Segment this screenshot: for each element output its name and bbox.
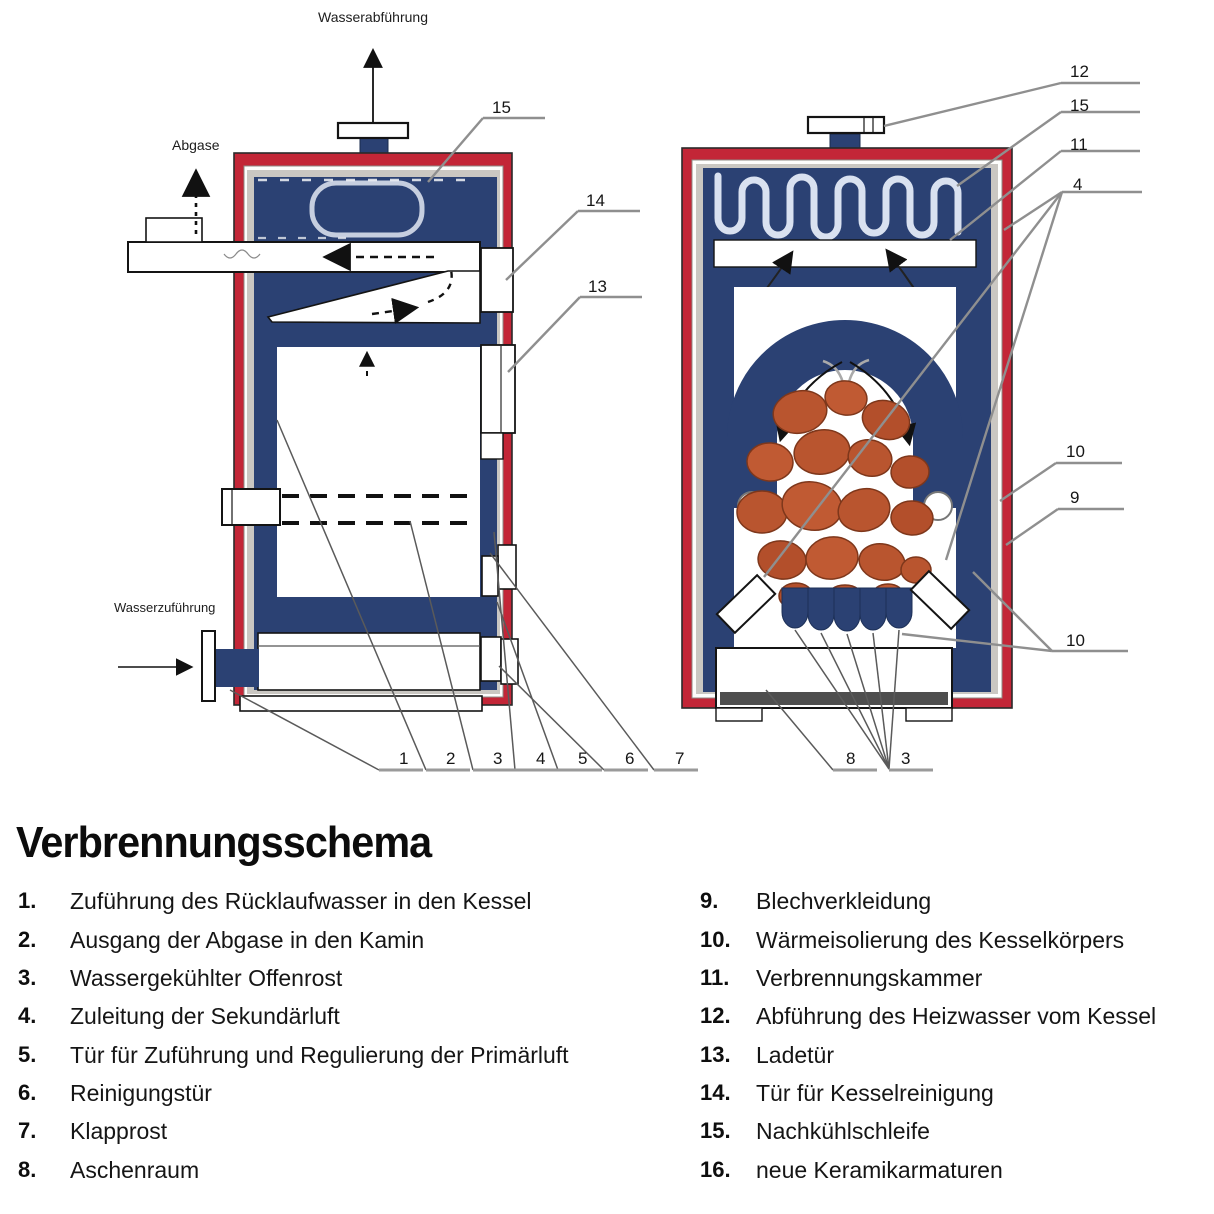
legend-text: Ladetür [756, 1042, 835, 1068]
legend-num: 9. [700, 888, 719, 913]
legend-text: Wärmeisolierung des Kesselkörpers [756, 927, 1125, 953]
legend-text: Blechverkleidung [756, 888, 932, 914]
legend-text: Reinigungstür [70, 1080, 212, 1106]
legend-num: 5. [18, 1042, 37, 1067]
legend-text: Ausgang der Abgase in den Kamin [70, 927, 425, 953]
legend-num: 15. [700, 1118, 731, 1143]
callout-5: 5 [578, 749, 588, 768]
callout-6: 6 [625, 749, 635, 768]
callout-13-left: 13 [588, 277, 607, 296]
scallop [860, 588, 886, 630]
legend-num: 14. [700, 1080, 731, 1105]
legend-num: 12. [700, 1003, 731, 1028]
legend-num: 2. [18, 927, 37, 952]
inlet-flange [202, 631, 215, 701]
legend-text: Klapprost [70, 1118, 168, 1144]
scallop [808, 588, 834, 630]
callout-14-left: 14 [586, 191, 605, 210]
callout-10-upper: 10 [1066, 442, 1085, 461]
callout-10-lower: 10 [1066, 631, 1085, 650]
scallop [782, 588, 808, 628]
legend-text: Aschenraum [70, 1157, 200, 1183]
callout-12: 12 [1070, 62, 1089, 81]
callout-7: 7 [675, 749, 685, 768]
callout-15-right: 15 [1070, 96, 1089, 115]
grate-scallops [782, 588, 912, 631]
leg-right [906, 708, 952, 721]
legend-text: Zuführung des Rücklaufwasser in den Kessel [70, 888, 532, 914]
grate-port [222, 489, 280, 525]
ash-chamber [258, 633, 480, 690]
callout-1: 1 [399, 749, 409, 768]
legend-text: Wassergekühlter Offenrost [70, 965, 343, 991]
legend-num: 6. [18, 1080, 37, 1105]
inlet-pipe [215, 649, 259, 687]
legend-text: Zuleitung der Sekundärluft [70, 1003, 340, 1029]
right-boiler [682, 117, 1012, 721]
legend-num: 4. [18, 1003, 37, 1028]
legend-text: Verbrennungskammer [756, 965, 983, 991]
legend-num: 1. [18, 888, 37, 913]
label-flue-gas: Abgase [172, 137, 220, 153]
callout-4-right: 4 [1073, 175, 1083, 194]
label-water-out: Wasserabführung [318, 9, 428, 25]
page-title: Verbrennungsschema [16, 818, 432, 867]
legend-text: Tür für Zuführung und Regulierung der Primärluft [70, 1042, 569, 1068]
legend-text: Abführung des Heizwasser vom Kessel [756, 1003, 1157, 1029]
legend-text: Tür für Kesselreinigung [756, 1080, 994, 1106]
combustion-chamber [277, 347, 480, 597]
chimney-stub [146, 218, 202, 242]
legend-num: 13. [700, 1042, 731, 1067]
gas-channel [714, 240, 976, 267]
callout-3: 3 [493, 749, 503, 768]
legend-num: 3. [18, 965, 37, 990]
door-13-step [481, 433, 503, 459]
callout-2: 2 [446, 749, 456, 768]
scallop [886, 588, 912, 628]
door-5 [482, 556, 498, 596]
base-plate [240, 696, 482, 711]
legend-num: 16. [700, 1157, 731, 1182]
scallop [834, 588, 860, 631]
ash-bar [720, 692, 948, 705]
legend-num: 7. [18, 1118, 37, 1143]
outlet-flange [338, 123, 408, 138]
callout-8: 8 [846, 749, 856, 768]
legend-text: neue Keramikarmaturen [756, 1157, 1003, 1183]
callout-3-right: 3 [901, 749, 911, 768]
label-water-in: Wasserzuführung [114, 600, 216, 615]
stone [737, 491, 787, 533]
legend-num: 8. [18, 1157, 37, 1182]
door-6 [481, 637, 501, 681]
door-14 [481, 248, 513, 312]
legend-text: Nachkühlschleife [756, 1118, 930, 1144]
leg-left [716, 708, 762, 721]
callout-11: 11 [1070, 135, 1088, 154]
callout-4: 4 [536, 749, 546, 768]
callout-9: 9 [1070, 488, 1080, 507]
legend-num: 11. [700, 965, 730, 990]
callout-15-left: 15 [492, 98, 511, 117]
door-13 [481, 345, 515, 433]
legend-num: 10. [700, 927, 731, 952]
